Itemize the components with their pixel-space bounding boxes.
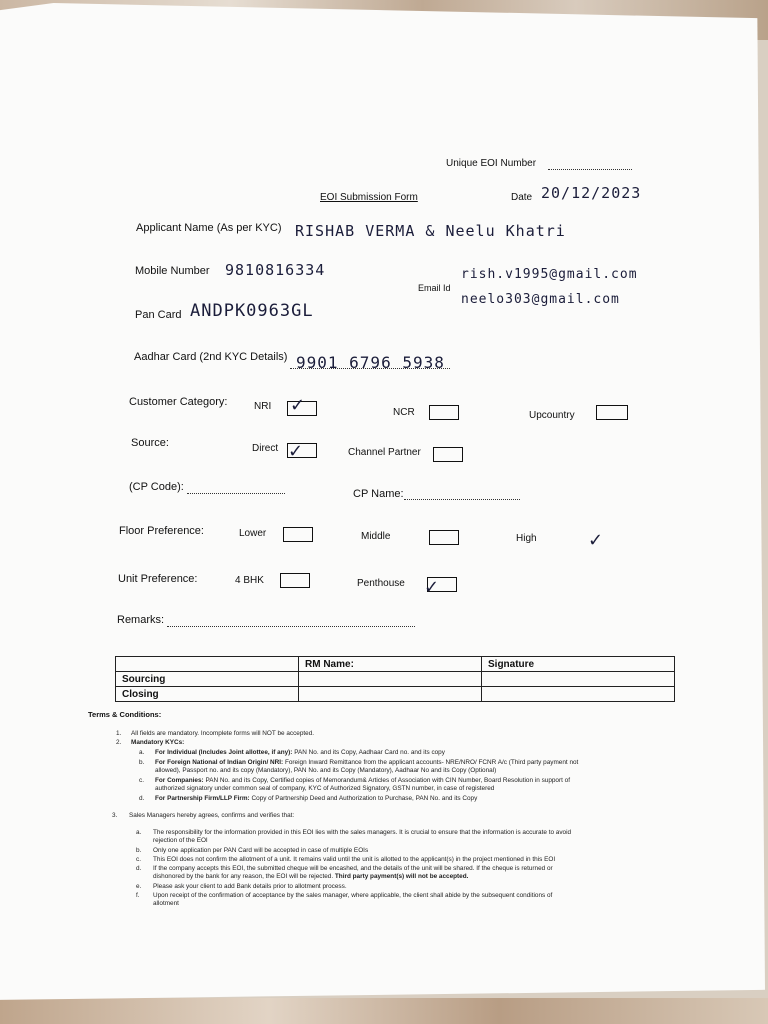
source-channel-partner-label: Channel Partner [348,447,421,458]
term-3a-text-2: rejection of the EOI [153,837,208,844]
cp-code-label: (CP Code): [129,481,184,493]
unit-penthouse-check-mark: ✓ [424,577,440,597]
term-2b-text-2: allowed), Passport no. and its copy (Mandatory), PAN No. and its Copy (Mandatory), Aadhaar No and its Copy (Optional) [155,767,497,774]
closing-rm-name-cell[interactable] [299,687,482,702]
table-row [116,672,675,687]
form-title: EOI Submission Form [320,192,418,203]
pan-card-value[interactable]: ANDPK0963GL [190,301,314,321]
term-2b-line [155,759,578,766]
pan-card-label: Pan Card [135,309,182,321]
category-nri-check-mark: ✓ [290,395,306,415]
term-2b-bold: For Foreign National of Indian Origin/ NRI: [155,759,284,766]
term-letter: c. [136,856,141,863]
aadhar-card-value[interactable]: 9901 6796 5938 [296,353,445,372]
term-3e-text: Please ask your client to add Bank details prior to allotment process. [153,883,347,890]
floor-high-label: High [516,533,537,544]
table-header-rm-name: RM Name: [299,657,482,672]
floor-lower-label: Lower [239,528,267,539]
cp-name-label: CP Name: [353,488,404,500]
term-letter: a. [139,749,145,756]
cp-code-field[interactable] [187,493,285,494]
term-3f-text-2: allotment [153,900,179,907]
term-3b-text: Only one application per PAN Card will be accepted in case of multiple EOIs [153,847,369,854]
source-direct-check-mark: ✓ [288,441,304,461]
unique-eoi-label: Unique EOI Number [446,158,537,169]
aadhar-card-label: Aadhar Card (2nd KYC Details) [134,351,288,363]
category-upcountry-checkbox[interactable] [596,405,628,420]
category-upcountry-label: Upcountry [529,410,575,421]
table-row-closing-label: Closing [116,687,299,702]
rm-signature-table [115,656,675,702]
term-2d-line [155,795,477,802]
term-2c-line [155,777,570,784]
term-2a-bold: For Individual (Includes Joint allottee, if any): [155,749,293,756]
term-2c-bold: For Companies: [155,777,204,784]
cp-name-field[interactable] [404,499,520,500]
term-2a-line [155,749,445,756]
date-label: Date [511,192,533,203]
remarks-field[interactable] [167,626,415,627]
term-number: 2. [116,739,122,746]
source-channel-partner-checkbox[interactable] [433,447,463,462]
applicant-name-value[interactable]: RISHAB VERMA & Neelu Khatri [295,222,566,240]
table-header-signature: Signature [482,657,675,672]
term-letter: f. [136,892,140,899]
sourcing-rm-name-cell[interactable] [299,672,482,687]
unit-4bhk-label: 4 BHK [235,575,264,586]
email-value-1[interactable]: rish.v1995@gmail.com [461,267,638,282]
category-nri-label: NRI [254,401,272,412]
term-2d-text: Copy of Partnership Deed and Authorization to Purchase, PAN No. and its Copy [251,795,478,802]
term-3d-line-2 [153,873,468,880]
sourcing-signature-cell[interactable] [482,672,675,687]
remarks-label: Remarks: [117,614,165,626]
unit-preference-label: Unit Preference: [118,573,198,585]
customer-category-label: Customer Category: [129,396,228,408]
floor-preference-label: Floor Preference: [119,525,204,537]
source-direct-label: Direct [252,443,279,454]
term-3a-text-1: The responsibility for the information provided in this EOI lies with the sales managers. It is crucial to ensure that the information is accurate to avoid [153,829,572,836]
term-3d-bold: Third party payment(s) will not be accepted. [334,873,469,880]
term-letter: a. [136,829,142,836]
terms-heading: Terms & Conditions: [88,710,162,719]
term-letter: c. [139,777,144,784]
unique-eoi-field[interactable] [548,169,632,170]
table-header-empty [116,657,299,672]
term-letter: d. [136,865,142,872]
unit-penthouse-label: Penthouse [357,578,405,589]
closing-signature-cell[interactable] [482,687,675,702]
table-header-row [116,657,675,672]
term-2b-text-1: Foreign Inward Remittance from the applicant accounts- NRE/NRO/ FCNR A/c (Third party payment not [284,759,579,766]
table-row [116,687,675,702]
floor-high-check-mark: ✓ [588,530,604,550]
floor-middle-checkbox[interactable] [429,530,459,545]
term-3d-text-1: If the company accepts this EOI, the submitted cheque will be encashed, and the details of the unit will be shared. If the cheque is returned or [153,865,553,872]
term-letter: e. [136,883,142,890]
term-3c-text: This EOI does not confirm the allotment of a unit. It remains valid until the unit is allotted to the applicant(s) in the project mentioned in this EOI [153,856,556,863]
unit-4bhk-checkbox[interactable] [280,573,310,588]
category-ncr-label: NCR [393,407,415,418]
term-3-text: Sales Managers hereby agrees, confirms and verifies that: [129,812,295,819]
floor-middle-label: Middle [361,531,391,542]
table-row-sourcing-label: Sourcing [116,672,299,687]
term-2c-text-1: PAN No. and its Copy, Certified copies of Memorandum& Articles of Association with CIN Number, Board Resolution in support of [205,777,570,784]
term-letter: b. [136,847,142,854]
term-3d-text-2: dishonored by the bank for any reason, the EOI will be rejected. [153,873,334,880]
applicant-name-label: Applicant Name (As per KYC) [136,222,282,234]
email-value-2[interactable]: neelo303@gmail.com [461,292,620,307]
term-2d-bold: For Partnership Firm/LLP Firm: [155,795,250,802]
term-2c-text-2: authorized signatory under common seal of company, KYC of Authorized Signatory, GSTN number, in case of registered [155,785,495,792]
term-number: 3. [112,812,118,819]
mobile-number-label: Mobile Number [135,265,210,277]
category-ncr-checkbox[interactable] [429,405,459,420]
source-label: Source: [131,437,169,449]
mobile-number-value[interactable]: 9810816334 [225,261,326,279]
term-1-text: All fields are mandatory. Incomplete forms will NOT be accepted. [131,730,315,737]
term-number: 1. [116,730,122,737]
term-3f-text-1: Upon receipt of the confirmation of acceptance by the sales manager, where applicable, the client shall abide by the subsequent conditions of [153,892,553,899]
term-2a-text: PAN No. and its Copy, Aadhaar Card no. and its copy [294,749,445,756]
term-letter: d. [139,795,145,802]
term-letter: b. [139,759,145,766]
term-2-text: Mandatory KYCs: [131,739,185,746]
date-value[interactable]: 20/12/2023 [541,184,642,202]
floor-lower-checkbox[interactable] [283,527,313,542]
email-label: Email Id [418,283,451,293]
